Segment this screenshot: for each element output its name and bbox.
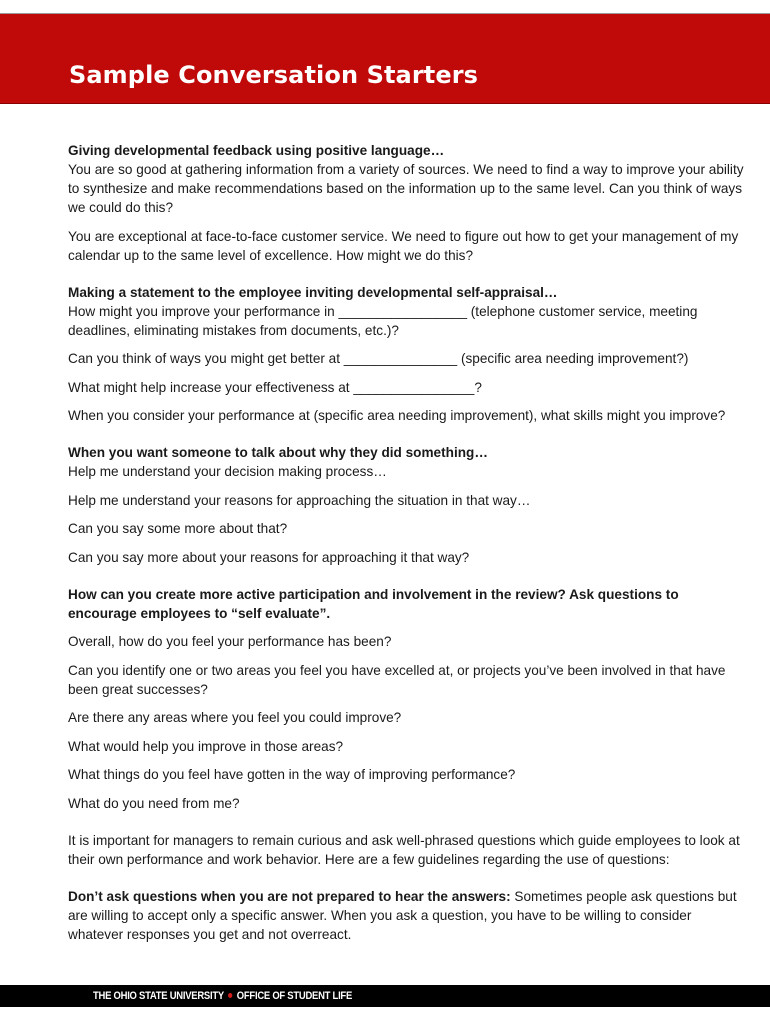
- section-active-participation: [68, 585, 748, 813]
- paragraph: [68, 887, 748, 944]
- paragraph: Help me understand your decision making process…: [68, 464, 387, 479]
- footer-university: THE OHIO STATE UNIVERSITY: [93, 990, 224, 1002]
- footer-dot-icon: [228, 993, 232, 998]
- section-heading: Making a statement to the employee inviting developmental self-appraisal…: [68, 284, 558, 300]
- paragraph: When you consider your performance at (specific area needing improvement), what skills might you improve?: [68, 408, 726, 423]
- paragraph: Overall, how do you feel your performance has been?: [68, 634, 392, 649]
- page-title: Sample Conversation Starters: [69, 61, 479, 89]
- section-self-appraisal: [68, 283, 748, 426]
- paragraph: Can you think of ways you might get better at _______________ (specific area needing improvement?): [68, 351, 689, 366]
- paragraph: What might help increase your effectiveness at ________________?: [68, 379, 482, 395]
- section-heading: Giving developmental feedback using positive language…: [68, 143, 445, 158]
- paragraph: Can you say more about your reasons for approaching it that way?: [68, 549, 470, 565]
- section-positive-feedback: [68, 141, 748, 265]
- paragraph: You are exceptional at face-to-face customer service. We need to figure out how to get your management of my calendar up to the same level of excellence. How might we do this?: [68, 228, 739, 263]
- section-guideline-prepared: [68, 887, 748, 944]
- paragraph: Can you identify one or two areas you feel you have excelled at, or projects you’ve been involved in that have been great successes?: [68, 662, 726, 697]
- paragraph: Are there any areas where you feel you could improve?: [68, 710, 402, 725]
- paragraph: What do you need from me?: [68, 795, 240, 811]
- document-body: [68, 141, 748, 944]
- paragraph: Help me understand your reasons for approaching the situation in that way…: [68, 492, 531, 508]
- guideline-text: Sometimes people ask questions but are willing to accept only a specific answer. When you ask a question, you have to be willing to consider whatever responses you get and not overreact.: [68, 888, 737, 942]
- footer-logo: [93, 989, 352, 1003]
- paragraph: What things do you feel have gotten in the way of improving performance?: [68, 767, 516, 782]
- section-why-they-did: [68, 443, 748, 567]
- section-guidelines-intro: [68, 831, 748, 869]
- paragraph: Can you say some more about that?: [68, 521, 288, 536]
- section-heading: How can you create more active participation and involvement in the review? Ask questions to encourage employees to “self evaluate”.: [68, 586, 679, 621]
- header-banner: [0, 14, 770, 104]
- footer-bar: [0, 985, 770, 1007]
- paragraph: It is important for managers to remain curious and ask well-phrased questions which guide employees to look at their own performance and work behavior. Here are a few guidelines regarding the use of questions:: [68, 832, 740, 867]
- paragraph: You are so good at gathering information from a variety of sources. We need to find a way to improve your ability to synthesize and make recommendations based on the information up to the same level. Can you think of ways we could do this?: [68, 162, 744, 215]
- paragraph: What would help you improve in those areas?: [68, 738, 344, 754]
- section-heading: When you want someone to talk about why they did something…: [68, 445, 488, 460]
- paragraph: How might you improve your performance in _________________ (telephone customer service, meeting deadlines, eliminating mistakes from documents, etc.)?: [68, 303, 698, 338]
- footer-office: OFFICE OF STUDENT LIFE: [236, 990, 353, 1002]
- guideline-lead: Don’t ask questions when you are not prepared to hear the answers:: [68, 888, 511, 904]
